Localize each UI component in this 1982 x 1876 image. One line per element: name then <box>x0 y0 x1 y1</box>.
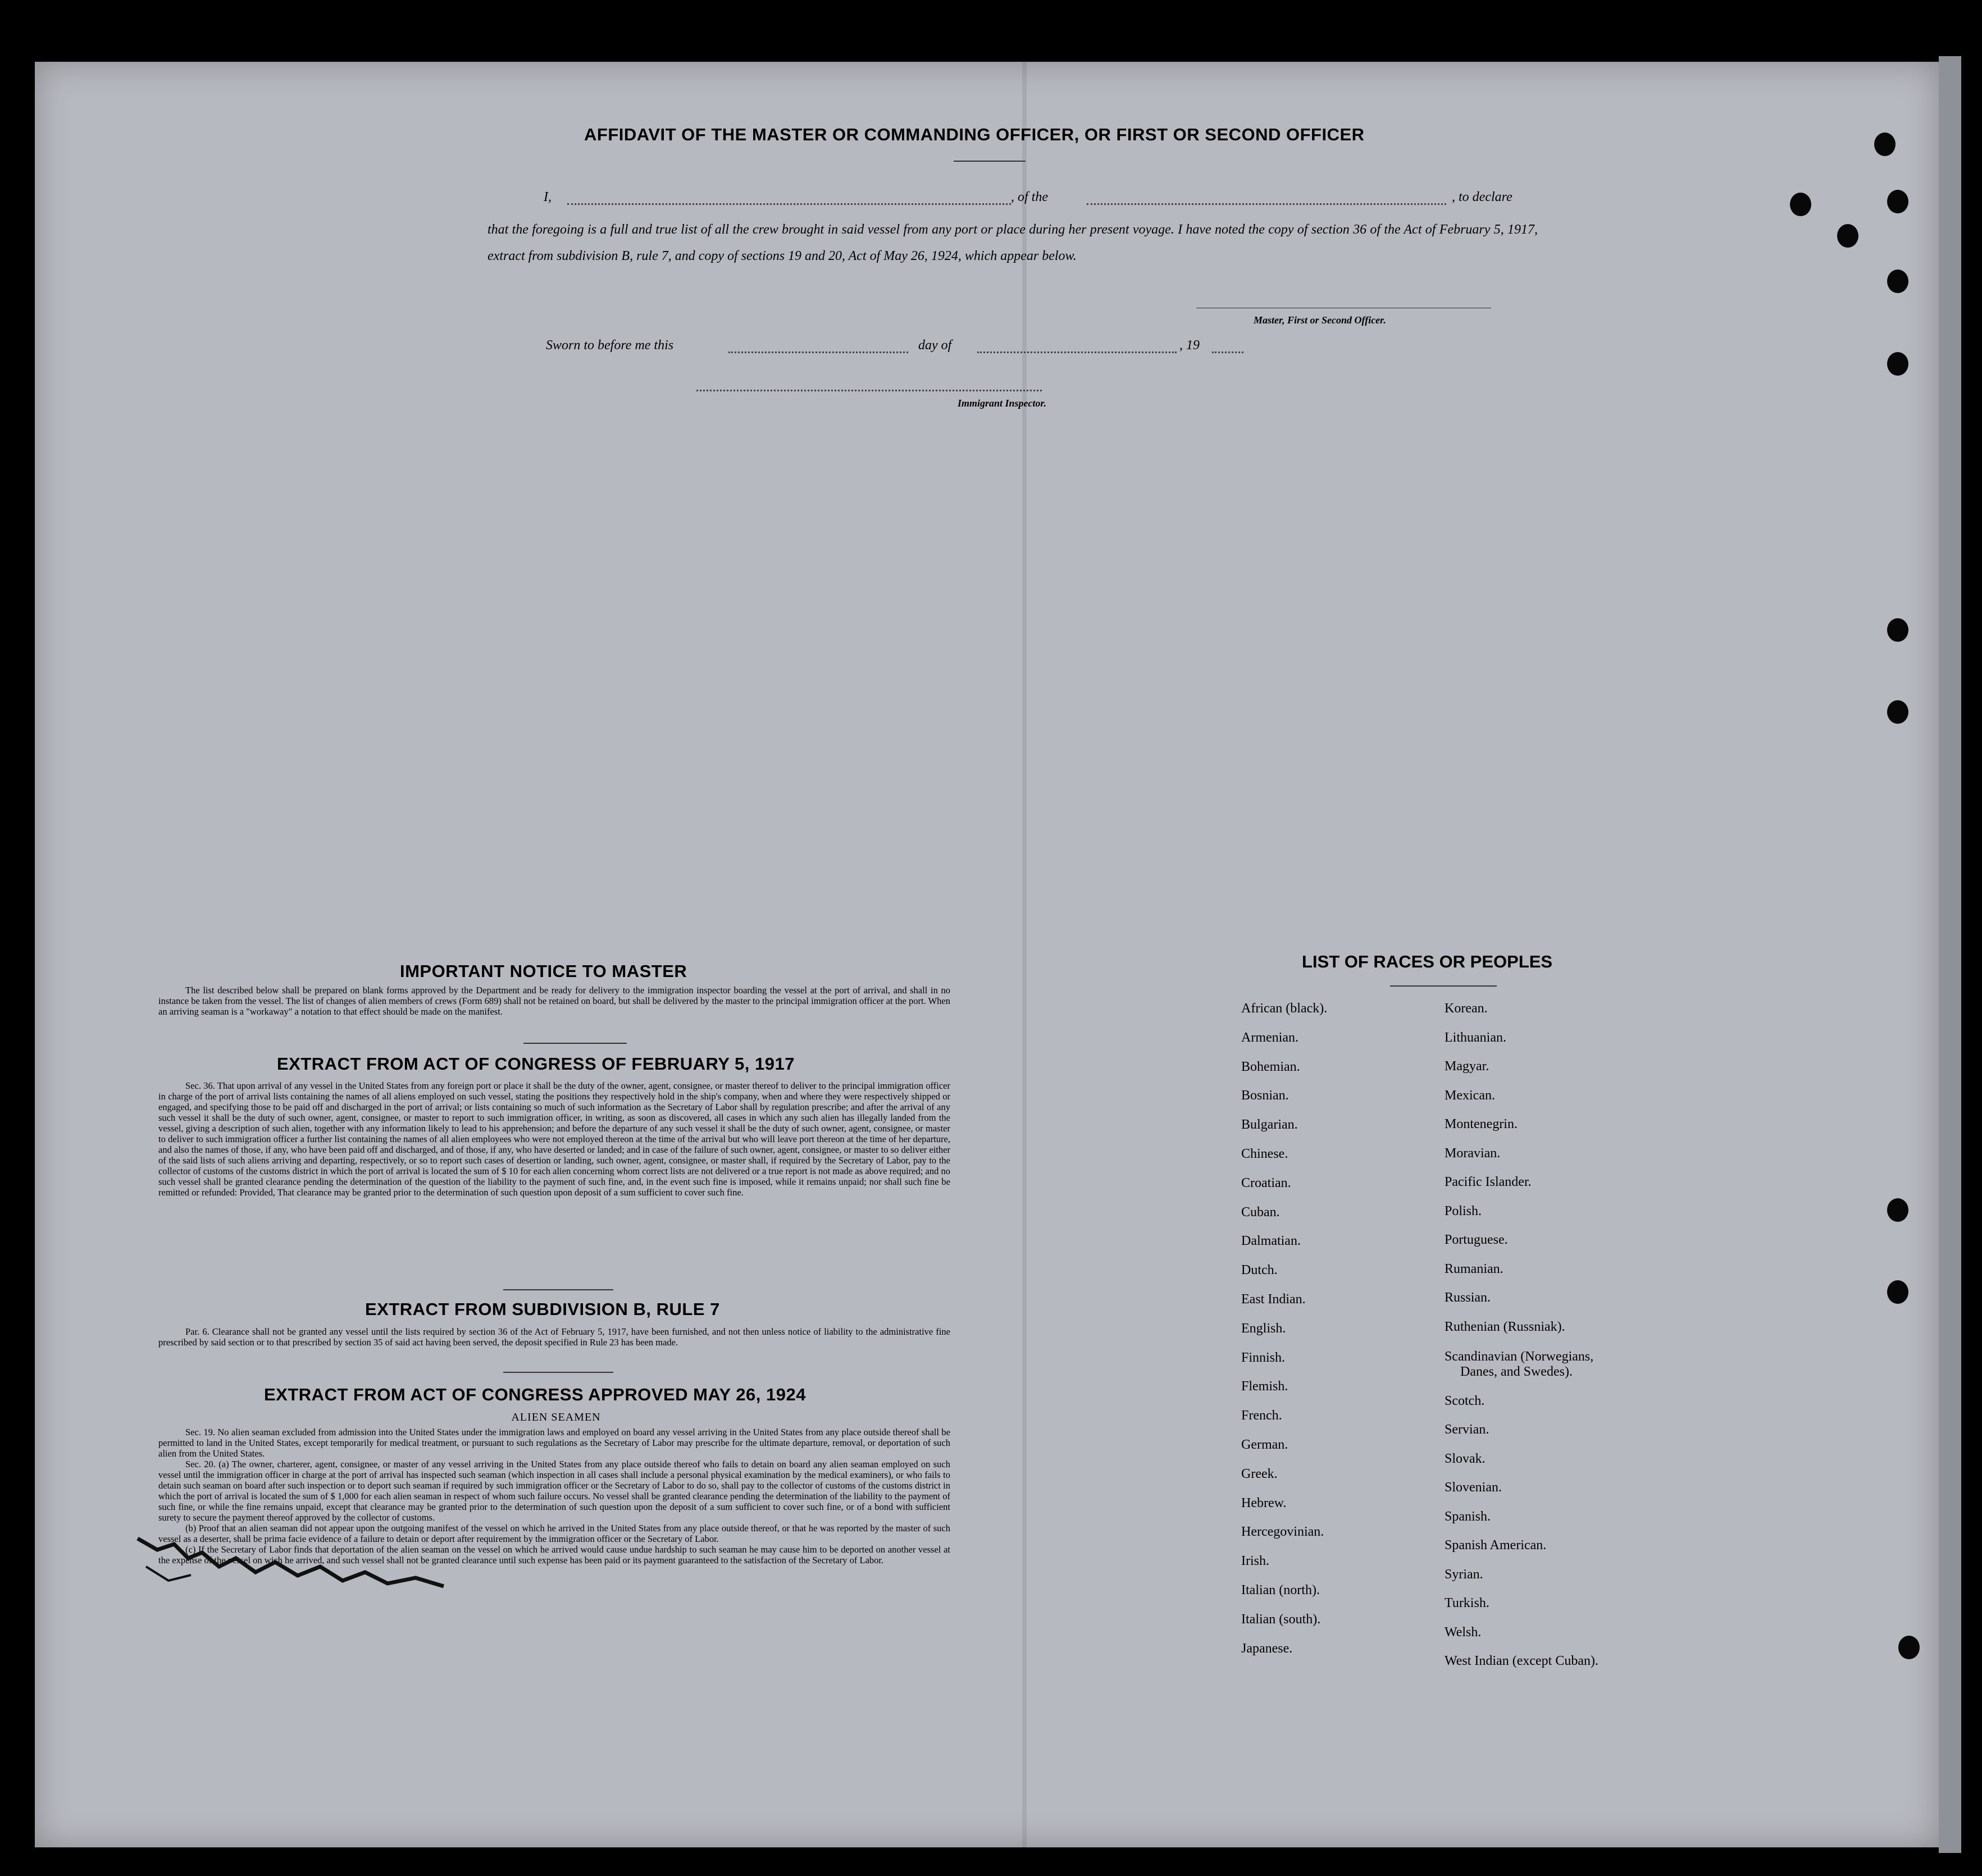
race-item: Russian. <box>1445 1290 1491 1305</box>
punch-hole <box>1887 700 1908 724</box>
race-item: Scotch. <box>1445 1394 1485 1408</box>
extract-1924-title: EXTRACT FROM ACT OF CONGRESS APPROVED MAY 26, 1924 <box>264 1385 806 1404</box>
punch-hole <box>1887 618 1908 642</box>
race-item: West Indian (except Cuban). <box>1445 1654 1598 1668</box>
race-item: Korean. <box>1445 1001 1488 1016</box>
races-title-underline <box>1390 985 1497 987</box>
race-item: Italian (north). <box>1241 1583 1320 1597</box>
race-item: Mexican. <box>1445 1088 1495 1103</box>
rule-7-title: EXTRACT FROM SUBDIVISION B, RULE 7 <box>365 1299 720 1319</box>
sworn-year-blank[interactable] <box>1212 352 1243 353</box>
punch-hole <box>1887 1198 1908 1222</box>
notice-paragraph: The list described below shall be prepared on blank forms approved by the Department and be ready for delivery to the immigration inspector boarding the vessel at the port of arrival, and shall in no instance be taken from the vessel. The list of changes of alien members of crews (Form 689) shall not be retained on board, but shall be delivered by the master to the principal immigration officer at the port. When an arriving seaman is a "workaway" a notation to that effect should be made on the manifest. <box>158 985 950 1017</box>
extract-1917-title: EXTRACT FROM ACT OF CONGRESS OF FEBRUARY 5, 1917 <box>277 1054 795 1074</box>
rule-7-paragraph: Par. 6. Clearance shall not be granted any vessel until the lists required by section 36 of the Act of February 5, 1917, have been furnished, and not then unless notice of liability to the administrative fine prescribed by said section or to that prescribed by section 35 of said act having been served, the deposit specified in Rule 23 has been made. <box>158 1326 950 1348</box>
alien-seamen-subtitle: ALIEN SEAMEN <box>511 1411 601 1423</box>
section-20c-paragraph: (c) If the Secretary of Labor finds that deportation of the alien seaman on the vessel on which he arrived would cause undue hardship to such seaman he may cause him to be deported on another vessel at the expense of the vessel on wich he arrived, and such vessel shall not be granted clearance until such expense has been paid or its payment guaranteed to the satisfaction of the Secretary of Labor. <box>158 1544 950 1565</box>
race-item: Japanese. <box>1241 1641 1293 1656</box>
handwritten-scribble <box>135 1527 449 1595</box>
name-blank[interactable] <box>567 203 1011 205</box>
race-item: Hebrew. <box>1241 1495 1287 1510</box>
race-item: Scandinavian (Norwegians, <box>1445 1349 1594 1364</box>
race-item: Polish. <box>1445 1204 1482 1218</box>
race-item: Magyar. <box>1445 1059 1489 1074</box>
sworn-day-blank[interactable] <box>728 352 908 353</box>
day-of-label: day of <box>918 338 952 353</box>
year-label: , 19 <box>1179 338 1200 353</box>
notice-body <box>158 985 950 1017</box>
section-36-paragraph: Sec. 36. That upon arrival of any vessel in the United States from any foreign port or place it shall be the duty of the owner, agent, consignee, or master thereof to deliver to the principal immigration officer in charge of the port of arrival lists containing the names of all aliens employed on such vessel, stating the positions they respectively hold in the ship's company, when and where they were respectively shipped or engaged, and specifying those to be paid off and discharged in the port of arrival; or lists containing so much of such information as the Secretary of Labor shall by regulation prescribe; and after the arrival of any such vessel it shall be the duty of such owner, agent, consignee, or master to report to such immigration officer, in writing, as soon as discovered, all cases in which any such alien has illegally landed from the vessel, giving a description of such alien, together with any information likely to lead to his apprehension; and before the departure of any such vessel it shall be the duty of such owner, agent, consignee, or master to deliver to such immigration officer a further list containing the names of all alien employees who were not employed thereon at the time of the arrival but who will leave port thereon at the time of her departure, and also the names of those, if any, who have been paid off and discharged, and of those, if any, who have deserted or landed; and in case of the failure of such owner, agent, consignee, or master to so deliver either of the said lists of such aliens arriving and departing, respectively, or so to report such cases of desertion or landing, such owner, agent, consignee, or master shall, if required by the Secretary of Labor, pay to the collector of customs of the customs district in which the port of arrival is located the sum of $ 10 for each alien concerning whom correct lists are not delivered or a true report is not made as above required; and no such vessel shall be granted clearance pending the determination of the question of the liability to the payment of such fine, and, in the event such fine is imposed, while it remains unpaid; nor shall such fine be remitted or refunded: Provided, That clearance may be granted prior to the determination of such question upon deposit of a sum sufficient to cover such fine. <box>158 1080 950 1198</box>
race-item: Bosnian. <box>1241 1088 1289 1103</box>
vessel-blank[interactable] <box>1087 203 1446 205</box>
race-item: Flemish. <box>1241 1379 1288 1394</box>
race-item: English. <box>1241 1321 1286 1336</box>
race-item: Welsh. <box>1445 1625 1482 1640</box>
binding-strip <box>1939 56 1961 1853</box>
races-title: LIST OF RACES OR PEOPLES <box>1302 952 1553 971</box>
race-item: Irish. <box>1241 1554 1269 1569</box>
race-item: Ruthenian (Russniak). <box>1445 1320 1565 1334</box>
punch-hole <box>1887 352 1908 376</box>
punch-hole <box>1887 190 1908 213</box>
race-item: Armenian. <box>1241 1030 1298 1045</box>
race-item: Moravian. <box>1445 1146 1501 1161</box>
affidavit-paragraph: that the foregoing is a full and true list of all the crew brought in said vessel from any port or place during her present voyage. I have noted the copy of section 36 of the Act of February 5, 1917, extract from subdivision B, rule 7, and copy of sections 19 and 20, Act of May 26, 1924, which appear below. <box>487 222 1538 263</box>
race-item: Chinese. <box>1241 1147 1288 1161</box>
race-item: Pacific Islander. <box>1445 1175 1532 1189</box>
notice-title: IMPORTANT NOTICE TO MASTER <box>400 961 687 981</box>
punch-hole <box>1874 133 1896 156</box>
inspector-label: Immigrant Inspector. <box>958 398 1047 409</box>
race-item: Spanish American. <box>1445 1538 1547 1553</box>
race-item: Bulgarian. <box>1241 1117 1298 1133</box>
race-item: Italian (south). <box>1241 1612 1321 1627</box>
race-item: Rumanian. <box>1445 1262 1503 1276</box>
race-item: Turkish. <box>1445 1596 1489 1610</box>
race-item: Spanish. <box>1445 1509 1491 1524</box>
race-item: Servian. <box>1445 1422 1489 1437</box>
sworn-label: Sworn to before me this <box>546 338 674 353</box>
inspector-signature-line[interactable] <box>696 390 1042 391</box>
race-item: Hercegovinian. <box>1241 1524 1324 1540</box>
race-item: East Indian. <box>1241 1292 1306 1307</box>
divider <box>503 1372 613 1373</box>
affidavit-i-label: I, <box>544 190 552 204</box>
affidavit-declare-label: , to declare <box>1452 190 1512 204</box>
race-item: African (black). <box>1241 1001 1328 1016</box>
race-item: Dalmatian. <box>1241 1234 1301 1249</box>
punch-hole <box>1790 193 1811 216</box>
affidavit-of-the-label: , of the <box>1011 190 1048 204</box>
sworn-month-blank[interactable] <box>977 352 1177 353</box>
race-item: French. <box>1241 1408 1282 1423</box>
signature-label: Master, First or Second Officer. <box>1254 314 1386 326</box>
punch-hole <box>1837 224 1858 248</box>
section-20a-paragraph: Sec. 20. (a) The owner, charterer, agent, consignee, or master of any vessel arriving in the United States from any place outside thereof who fails to detain on board any alien seaman employed on such vessel until the immigration officer in charge at the port of arrival has inspected such seaman (which inspection in all cases shall include a personal physical examination by the medical examiners), or who fails to detain such seaman on board after such inspection or to deport such seaman if required by such immigration officer or the Secretary of Labor to do so, shall pay to the collector of customs of the customs district in which the port of arrival is located the sum of $ 1,000 for each alien seaman in respect of whom such failure occurs. No vessel shall be granted clearance pending the determination of the liability to the payment of such fine, or while the fine remains unpaid, except that clearance may be granted prior to the determination of such question upon the deposit of a sum sufficient to cover such fine, or of a bond with sufficient surety to secure the payment thereof approved by the collector of customs. <box>158 1459 950 1523</box>
race-item: Bohemian. <box>1241 1059 1300 1074</box>
race-item: Cuban. <box>1241 1204 1280 1220</box>
section-20b-paragraph: (b) Proof that an alien seaman did not appear upon the outgoing manifest of the vessel on which he arrived in the United States from any place outside thereof, or that he was reported by the master of such vessel as a deserter, shall be prima facie evidence of a failure to detain or deport after requirement by the immigration officer or the Secretary of Labor. <box>158 1523 950 1544</box>
race-item: Croatian. <box>1241 1175 1291 1190</box>
race-item: Greek. <box>1241 1466 1278 1481</box>
title-underline <box>954 161 1026 162</box>
race-item: German. <box>1241 1437 1288 1452</box>
punch-hole <box>1887 270 1908 293</box>
section-36-body <box>158 1080 950 1198</box>
race-item: Portuguese. <box>1445 1233 1508 1247</box>
race-item: Slovenian. <box>1445 1480 1502 1495</box>
divider <box>503 1289 613 1290</box>
center-fold <box>1022 62 1027 1847</box>
race-item: Lithuanian. <box>1445 1030 1506 1045</box>
race-item: Finnish. <box>1241 1350 1286 1365</box>
race-item: Danes, and Swedes). <box>1460 1364 1573 1379</box>
divider <box>523 1043 627 1044</box>
race-item: Slovak. <box>1445 1451 1486 1466</box>
affidavit-title: AFFIDAVIT OF THE MASTER OR COMMANDING OFFICER, OR FIRST OR SECOND OFFICER <box>584 125 1365 144</box>
race-item: Montenegrin. <box>1445 1117 1518 1131</box>
punch-hole <box>1887 1280 1908 1304</box>
rule-7-body <box>158 1326 950 1348</box>
punch-hole <box>1898 1636 1920 1659</box>
section-19-paragraph: Sec. 19. No alien seaman excluded from admission into the United States under the immigration laws and employed on board any vessel arriving in the United States from any place outside thereof shall be permitted to land in the United States, except temporarily for medical treatment, or pursuant to such regulations as the Secretary of Labor may prescribe for the ultimate departure, removal, or deportation of such alien from the United States. <box>158 1427 950 1459</box>
race-item: Syrian. <box>1445 1567 1483 1582</box>
race-item: Dutch. <box>1241 1263 1278 1278</box>
